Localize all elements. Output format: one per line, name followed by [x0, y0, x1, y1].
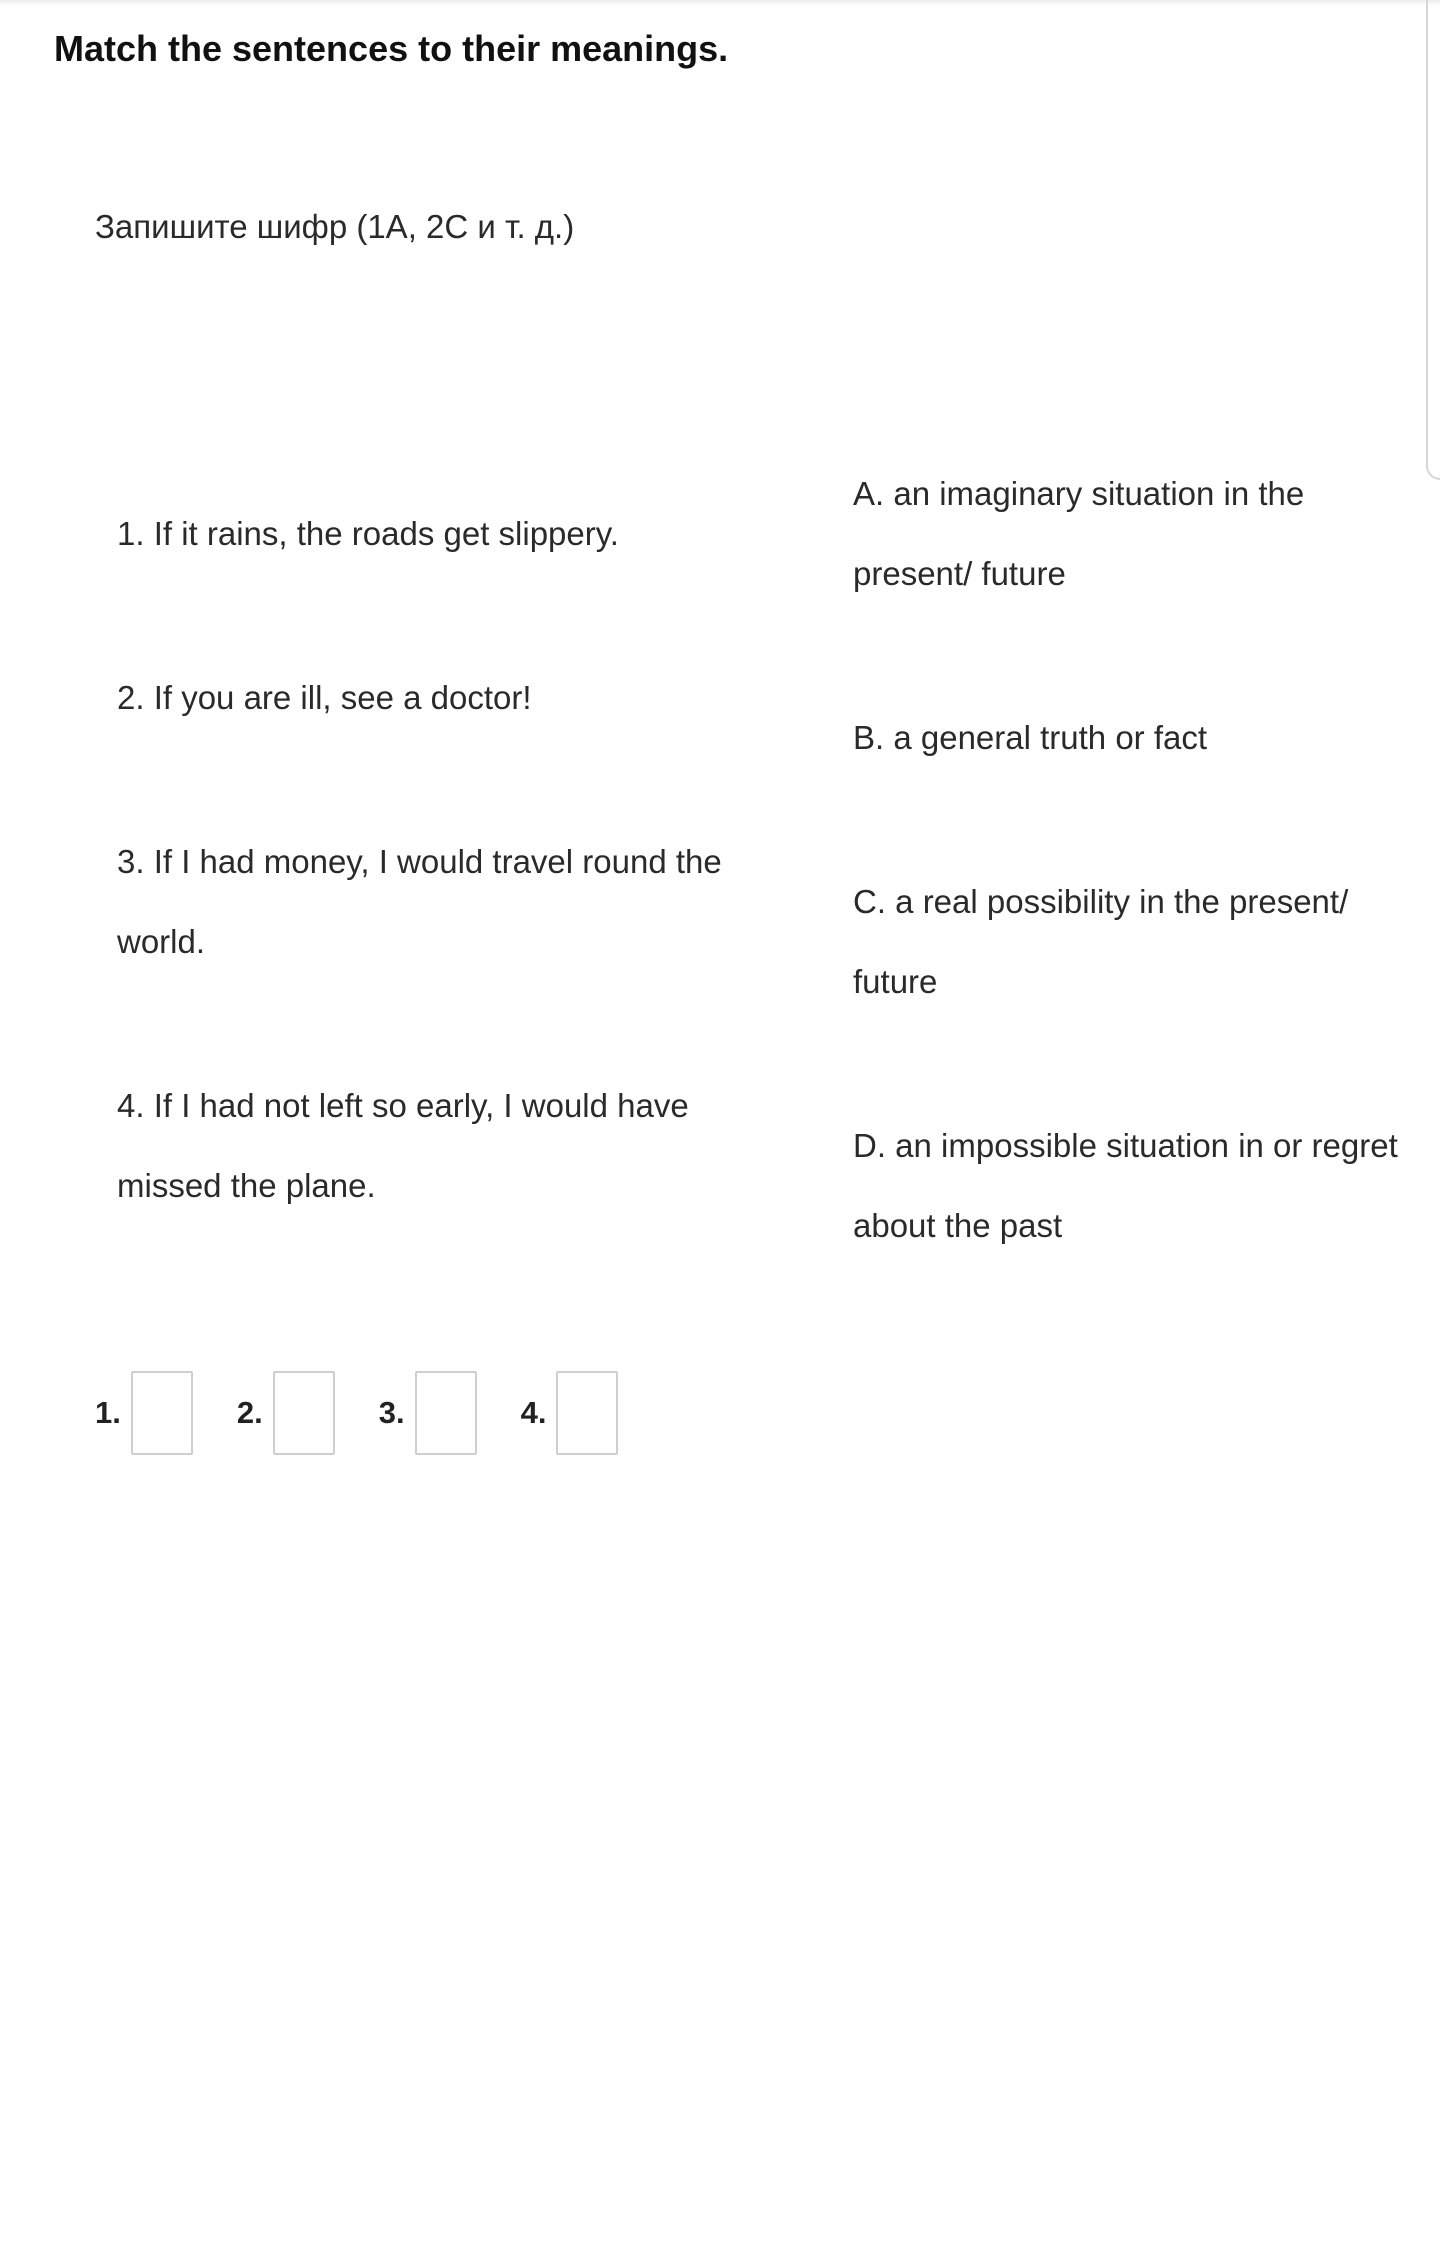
sentence-item-4: 4. If I had not left so early, I would have missed the plane.	[117, 1087, 689, 1204]
answer-input-3[interactable]	[415, 1371, 477, 1455]
answer-item-1	[95, 1371, 193, 1455]
meaning-item-a: A. an imaginary situation in the present/ future	[853, 475, 1305, 592]
instruction-text: Запишите шифр (1А, 2С и т. д.)	[95, 208, 575, 245]
meaning-item-b: B. a general truth or fact	[853, 719, 1208, 756]
top-shadow	[0, 0, 1440, 6]
answer-item-4	[521, 1371, 619, 1455]
sentence-item-3: 3. If I had money, I would travel round the world.	[117, 843, 722, 960]
answer-input-1[interactable]	[131, 1371, 193, 1455]
answer-input-2[interactable]	[273, 1371, 335, 1455]
sentence-item-2: 2. If you are ill, see a doctor!	[117, 679, 532, 716]
answer-label-3: 3.	[378, 1395, 405, 1430]
sentence-item-1: 1. If it rains, the roads get slippery.	[117, 515, 619, 552]
scrollbar-track[interactable]	[1426, 0, 1440, 480]
meaning-item-c: C. a real possibility in the present/ future	[853, 883, 1349, 1000]
task-title: Match the sentences to their meanings.	[54, 28, 729, 69]
answer-input-4[interactable]	[556, 1371, 618, 1455]
answer-item-2	[237, 1371, 335, 1455]
answer-item-3	[379, 1371, 477, 1455]
answer-row	[95, 1370, 662, 1456]
answer-label-4: 4.	[520, 1395, 547, 1430]
answer-label-1: 1.	[95, 1395, 121, 1430]
meaning-item-d: D. an impossible situation in or regret about the past	[853, 1127, 1398, 1244]
answer-label-2: 2.	[236, 1395, 263, 1430]
